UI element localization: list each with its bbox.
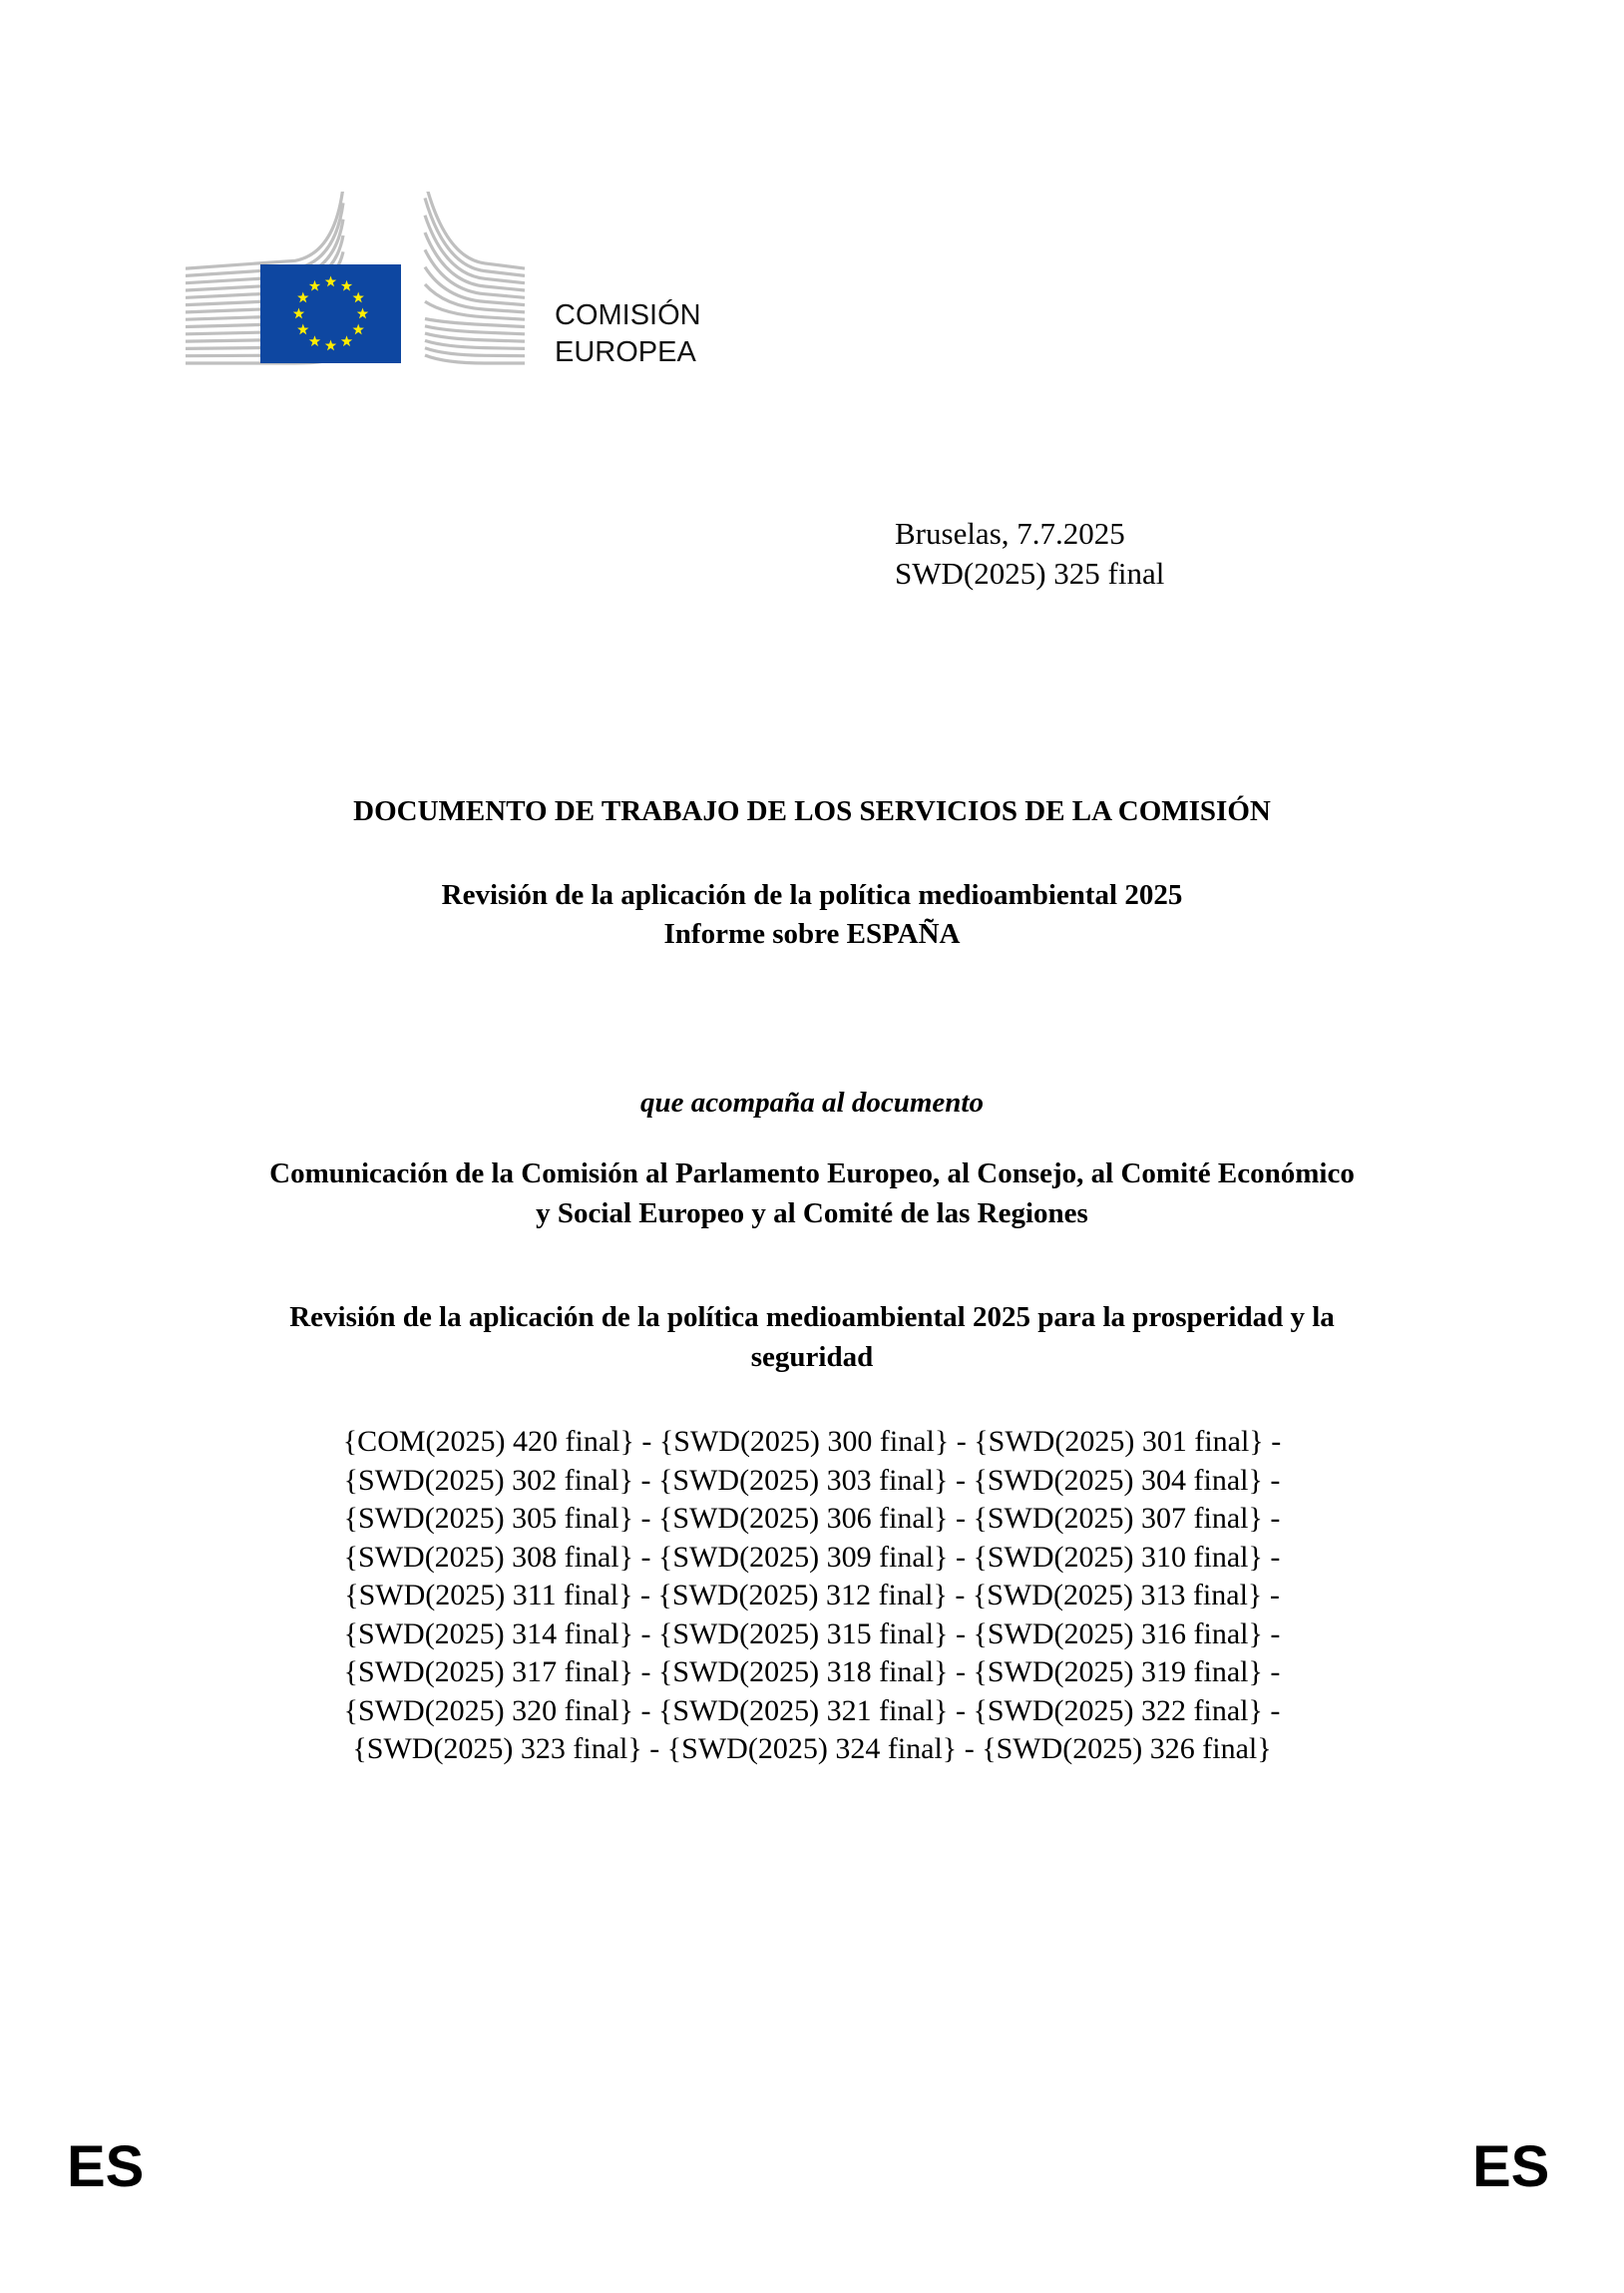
place-date: Bruselas, 7.7.2025 <box>895 516 1125 551</box>
commission-name <box>555 297 701 371</box>
building-line <box>425 192 525 268</box>
reference-line: {SWD(2025) 320 final} - {SWD(2025) 321 final} - {SWD(2025) 322 final} - <box>343 1693 1281 1727</box>
title-line1: Revisión de la aplicación de la política medioambiental 2025 <box>441 879 1183 911</box>
title-line2: Informe sobre ESPAÑA <box>663 918 961 950</box>
reference-line: {SWD(2025) 302 final} - {SWD(2025) 303 final} - {SWD(2025) 304 final} - <box>343 1463 1281 1497</box>
review-title-line2: seguridad <box>750 1341 874 1373</box>
reference-line: {SWD(2025) 305 final} - {SWD(2025) 306 final} - {SWD(2025) 307 final} - <box>343 1502 1281 1535</box>
reference-line: {SWD(2025) 317 final} - {SWD(2025) 318 final} - {SWD(2025) 319 final} - <box>343 1655 1281 1688</box>
related-references <box>0 1423 1624 1769</box>
reference-line: {SWD(2025) 323 final} - {SWD(2025) 324 final} - {SWD(2025) 326 final} <box>352 1732 1272 1765</box>
document-type: DOCUMENTO DE TRABAJO DE LOS SERVICIOS DE LA COMISIÓN <box>353 795 1271 827</box>
commission-name-line2: EUROPEA <box>555 336 696 368</box>
date-reference-block <box>895 514 1164 594</box>
document-title <box>0 876 1624 954</box>
accompanying-text: que acompaña al documento <box>640 1087 984 1119</box>
building-line <box>425 198 525 275</box>
reference-line: {SWD(2025) 311 final} - {SWD(2025) 312 final} - {SWD(2025) 313 final} - <box>344 1579 1280 1611</box>
language-code-left: ES <box>67 2134 145 2199</box>
document-reference: SWD(2025) 325 final <box>895 556 1165 591</box>
reference-line: {COM(2025) 420 final} - {SWD(2025) 300 final} - {SWD(2025) 301 final} - <box>342 1425 1282 1458</box>
communication-line1: Comunicación de la Comisión al Parlamento Europeo, al Consejo, al Comité Económico <box>269 1157 1355 1189</box>
commission-name-line1: COMISIÓN <box>555 299 701 331</box>
review-title <box>0 1297 1624 1377</box>
reference-line: {SWD(2025) 308 final} - {SWD(2025) 309 final} - {SWD(2025) 310 final} - <box>343 1540 1281 1574</box>
reference-line: {SWD(2025) 314 final} - {SWD(2025) 315 final} - {SWD(2025) 316 final} - <box>343 1616 1281 1650</box>
communication-title <box>0 1153 1624 1233</box>
language-code-right: ES <box>1472 2134 1550 2199</box>
review-title-line1: Revisión de la aplicación de la política medioambiental 2025 para la prosperidad y la <box>289 1301 1335 1333</box>
communication-line2: y Social Europeo y al Comité de las Regiones <box>536 1197 1088 1229</box>
